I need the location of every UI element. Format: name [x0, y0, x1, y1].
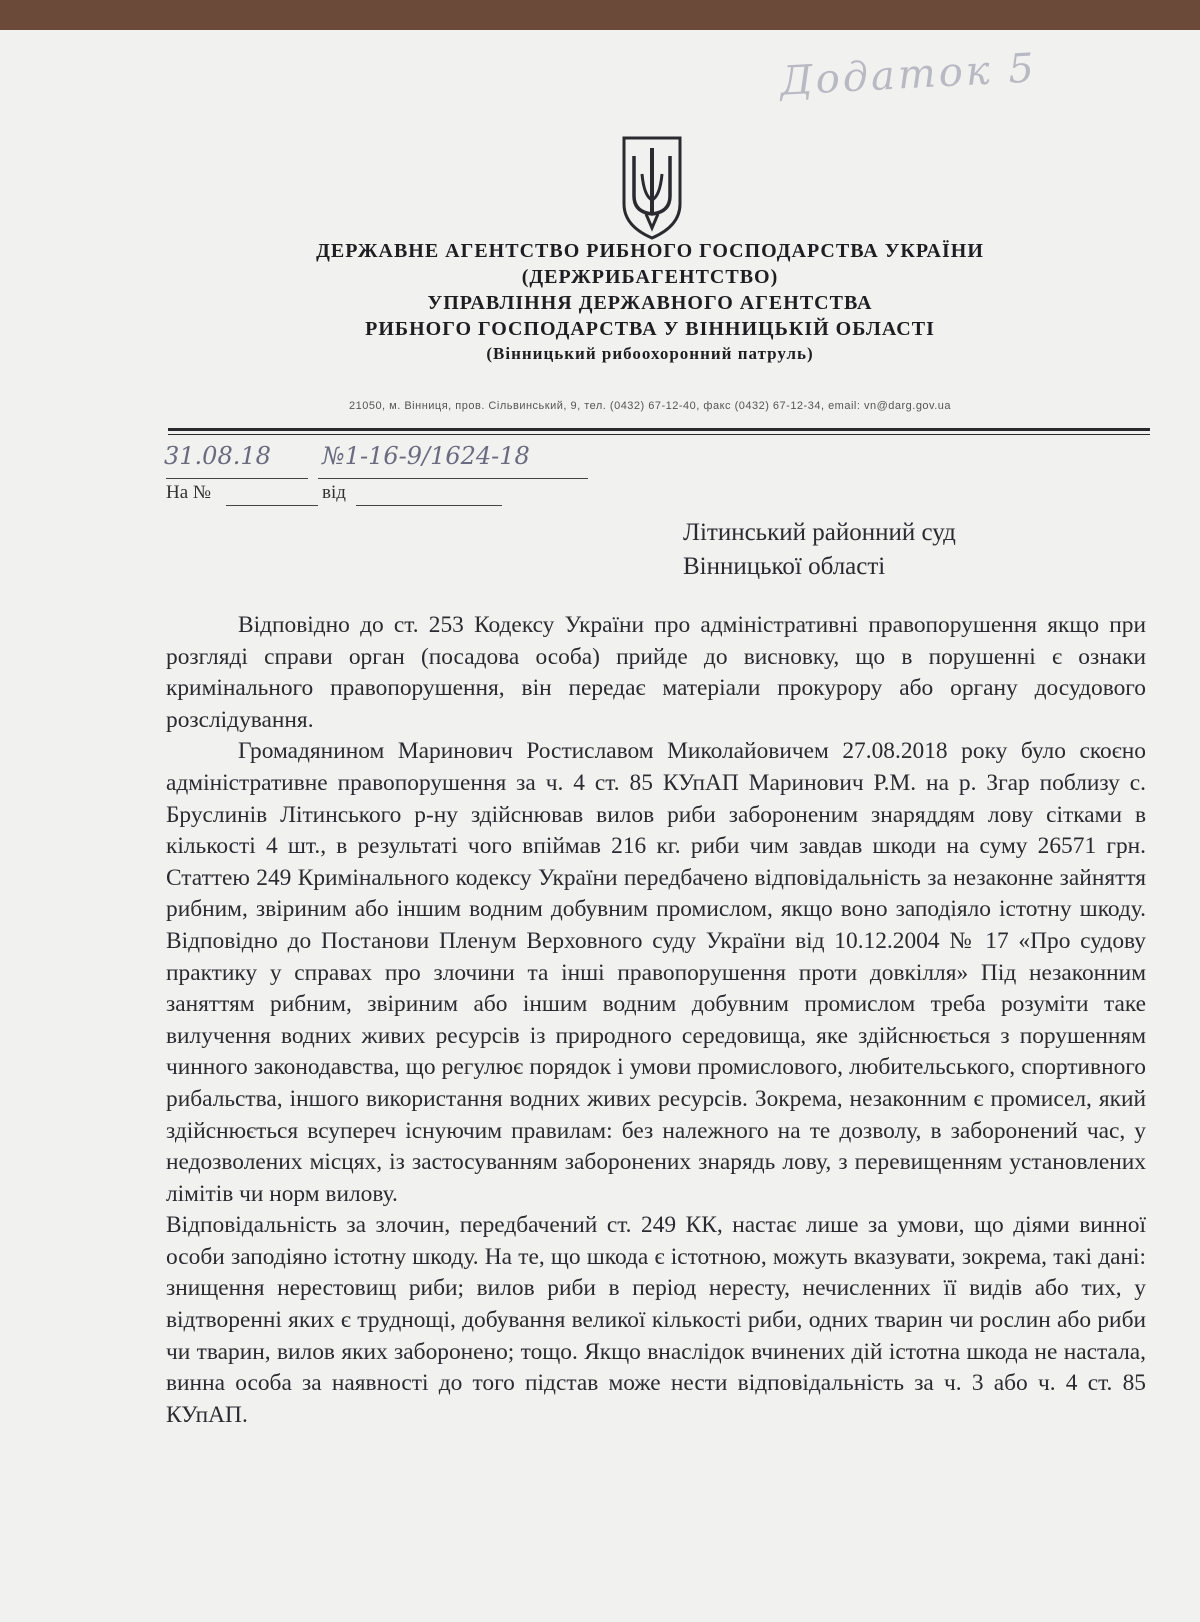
header-rule-thick — [168, 428, 1150, 431]
number-underline — [318, 478, 588, 479]
trident-emblem-icon — [620, 134, 684, 242]
on-number-underline — [226, 505, 318, 506]
date-underline — [166, 478, 308, 479]
outgoing-number: №1-16-9/1624-18 — [322, 442, 530, 470]
from-underline — [356, 505, 502, 506]
addressee — [683, 516, 956, 584]
from-label: від — [322, 482, 346, 503]
paragraph-1: Відповідно до ст. 253 Кодексу України про адміністративні правопорушення якщо при розгляді справи орган (посадова особа) прийде до висновку, що в порушенні є ознаки кримінального правопорушення, він передає матеріали прокурору або органу досудового розслідування. — [166, 612, 1146, 733]
paragraph-2: Громадянином Маринович Ростиславом Миколайовичем 27.08.2018 року було скоєно адміністративне правопорушення за ч. 4 ст. 85 КУпАП Маринович Р.М. на р. Згар поблизу с. Бруслинів Літинського р-ну здійснював вилов риби забороненим знаряддям лову сітками в кількості 4 шт., в результаті чого впіймав 216 кг. риби чим завдав шкоди на суму 26571 грн. Статтею 249 Кримінального кодексу України передбачено відповідальність за незаконне зайняття рибним, звіриним або іншим водним добувним промислом, якщо воно заподіяло істотну шкоду. Відповідно до Постанови Пленум Верховного суду України від 10.12.2004 № 17 «Про судову практику у справах про злочини та інші правопорушення проти довкілля» Під незаконним заняттям рибним, звіриним або іншим водним добувним промислом треба розуміти таке вилучення водних живих ресурсів із природного середовища, яке здійснюється з порушенням чинного законодавства, що регулює порядок і умови промислового, любительського, спортивного рибальства, іншого використання водних живих ресурсів. Зокрема, незаконним є промисел, який здійснюється всупереч існуючим правилам: без належного на те дозволу, в заборонений час, у недозволених місцях, із застосуванням заборонених знарядь лову, з перевищенням установлених лімітів чи норм вилову. — [166, 738, 1146, 1207]
agency-name: ДЕРЖАВНЕ АГЕНТСТВО РИБНОГО ГОСПОДАРСТВА УКРАЇНИ — [316, 240, 984, 262]
addressee-region: Вінницької області — [683, 553, 886, 580]
letter-body — [166, 610, 1146, 1431]
patrol-name: (Вінницький рибоохоронний патруль) — [486, 344, 814, 363]
department-name-line1: УПРАВЛІННЯ ДЕРЖАВНОГО АГЕНТСТВА — [427, 292, 873, 314]
department-name-line2: РИБНОГО ГОСПОДАРСТВА У ВІННИЦЬКІЙ ОБЛАСТІ — [365, 318, 935, 340]
document-page — [0, 30, 1200, 1622]
handwritten-note: Додаток 5 — [778, 45, 1038, 105]
addressee-court: Літинський районний суд — [683, 519, 956, 546]
outgoing-date: 31.08.18 — [164, 442, 271, 470]
contact-line: 21050, м. Вінниця, пров. Сільвинський, 9, тел. (0432) 67-12-40, факс (0432) 67-12-34, email: vn@darg.gov.ua — [348, 400, 952, 412]
agency-abbreviation: (ДЕРЖРИБАГЕНТСТВО) — [521, 266, 779, 288]
header-rule-thin — [168, 434, 1150, 435]
paragraph-3: Відповідальність за злочин, передбачений ст. 249 КК, настає лише за умови, що діями винної особи заподіяно істотну шкоду. На те, що шкода є істотною, можуть вказувати, зокрема, такі дані: знищення нерестовищ риби; вилов риби в період нересту, нечисленних її видів або тих, у відтворенні яких є труднощі, добування великої кількості риби, одних тварин чи рослин або риби чи тварин, вилов яких заборонено; тощо. Якщо внаслідок вчинених дій істотна шкода не настала, винна особа за наявності до того підстав може нести відповідальність за ч. 3 або ч. 4 ст. 85 КУпАП. — [166, 1212, 1146, 1428]
on-number-label: На № — [166, 482, 212, 503]
